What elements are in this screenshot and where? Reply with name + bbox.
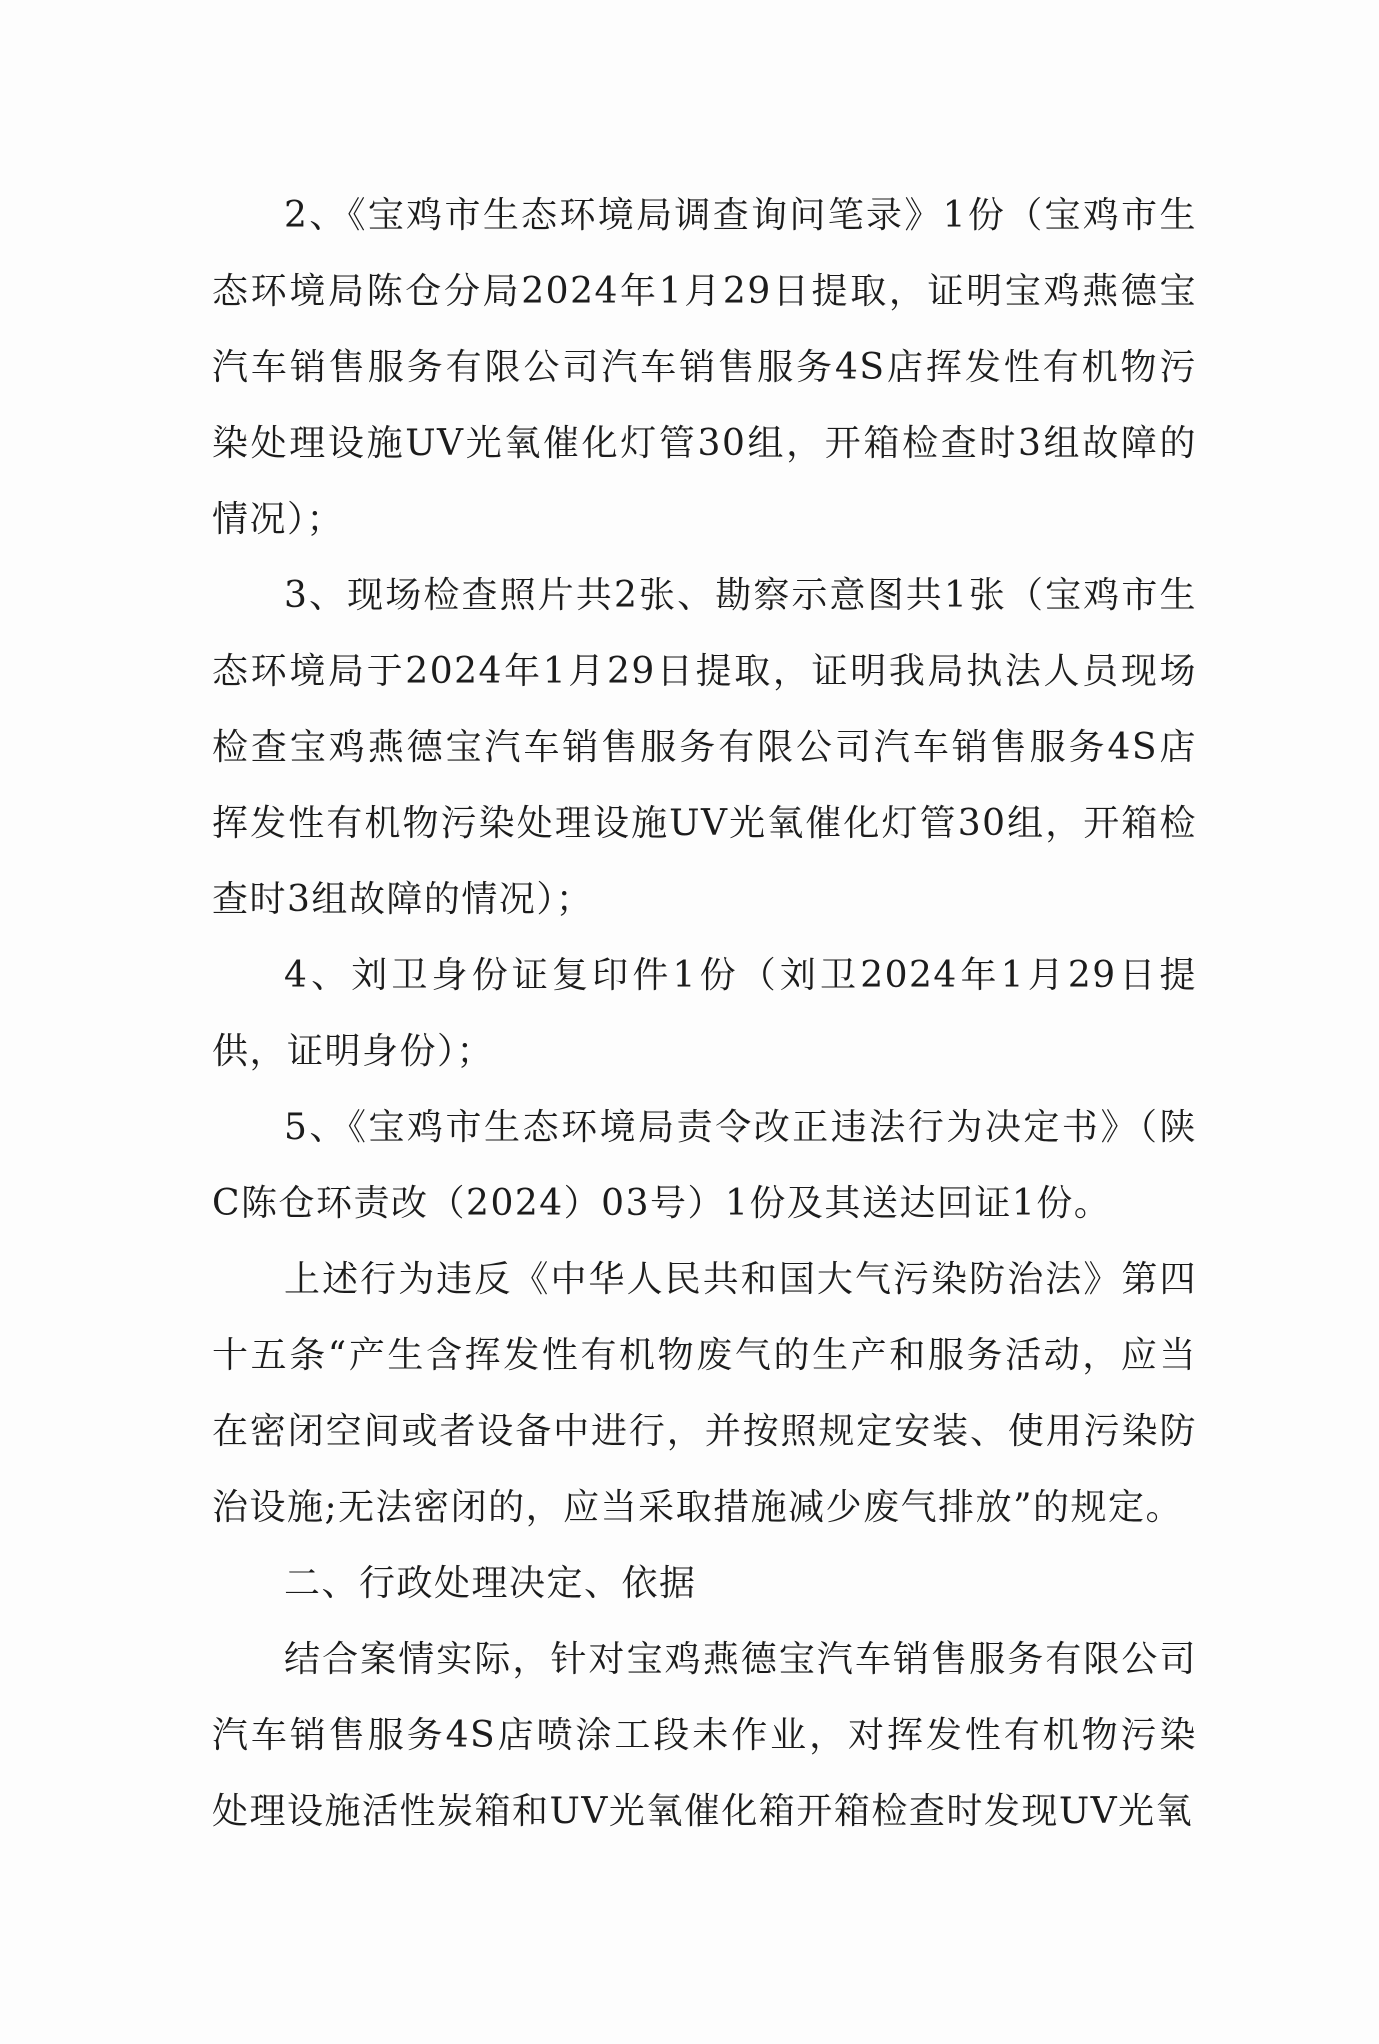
document-body [212, 178, 1197, 1850]
evidence-item-4: 4、刘卫身份证复印件1份（刘卫2024年1月29日提供，证明身份）； [212, 955, 1197, 1072]
evidence-item-5: 5、《宝鸡市生态环境局责令改正违法行为决定书》（陕C陈仓环责改（2024）03号）1份及其送达回证1份。 [212, 1107, 1197, 1224]
evidence-item-3: 3、现场检查照片共2张、勘察示意图共1张（宝鸡市生态环境局于2024年1月29日提取，证明我局执法人员现场检查宝鸡燕德宝汽车销售服务有限公司汽车销售服务4S店挥发性有机物污染处理设施UV光氧催化灯管30组，开箱检查时3组故障的情况）； [212, 575, 1197, 920]
decision-paragraph: 结合案情实际，针对宝鸡燕德宝汽车销售服务有限公司汽车销售服务4S店喷涂工段未作业，对挥发性有机物污染处理设施活性炭箱和UV光氧催化箱开箱检查时发现UV光氧 [212, 1639, 1197, 1832]
section-heading: 二、行政处理决定、依据 [284, 1563, 697, 1604]
evidence-item-2: 2、《宝鸡市生态环境局调查询问笔录》1份（宝鸡市生态环境局陈仓分局2024年1月29日提取，证明宝鸡燕德宝汽车销售服务有限公司汽车销售服务4S店挥发性有机物污染处理设施UV光氧催化灯管30组，开箱检查时3组故障的情况）； [212, 195, 1197, 540]
violation-paragraph: 上述行为违反《中华人民共和国大气污染防治法》第四十五条“产生含挥发性有机物废气的生产和服务活动，应当在密闭空间或者设备中进行，并按照规定安装、使用污染防治设施;无法密闭的，应当采取措施减少废气排放”的规定。 [212, 1259, 1197, 1528]
